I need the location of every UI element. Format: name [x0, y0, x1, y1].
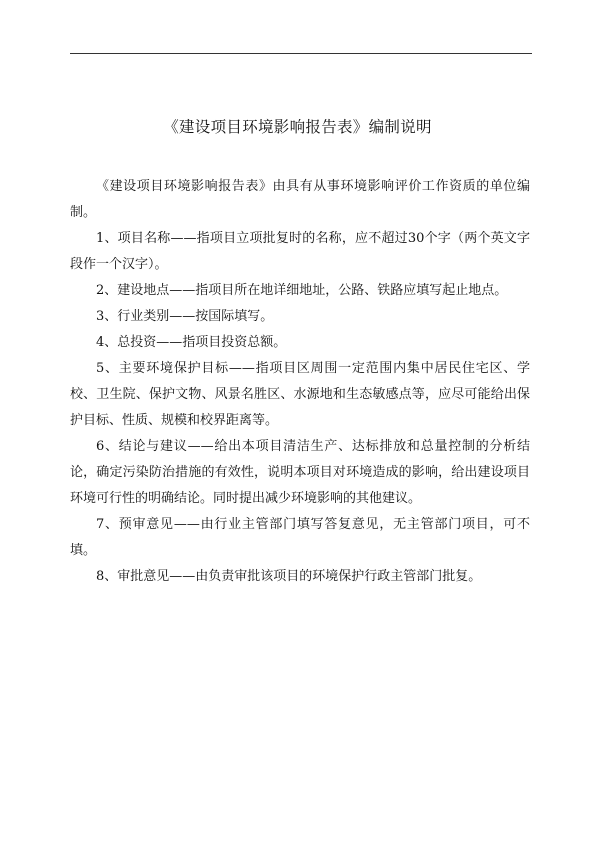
item-project-name: 1、项目名称——指项目立项批复时的名称，应不超过30个字（两个英文字段作一个汉字）。 [70, 231, 530, 272]
item-approval-opinion: 8、审批意见——由负责审批该项目的环境保护行政主管部门批复。 [96, 569, 482, 584]
item-industry-category: 3、行业类别——按国际填写。 [96, 309, 274, 324]
item-total-investment: 4、总投资——指项目投资总额。 [96, 335, 287, 350]
document-body [70, 174, 530, 590]
item-pre-review-opinion: 7、预审意见——由行业主管部门填写答复意见，无主管部门项目，可不填。 [70, 517, 530, 558]
item-conclusions: 6、结论与建议——给出本项目清洁生产、达标排放和总量控制的分析结论，确定污染防治措施的有效性，说明本项目对环境造成的影响，给出建设项目环境可行性的明确结论。同时提出减少环境影响的其他建议。 [70, 439, 530, 506]
document-title: 《建设项目环境影响报告表》编制说明 [163, 118, 432, 136]
intro-paragraph: 《建设项目环境影响报告表》由具有从事环境影响评价工作资质的单位编制。 [70, 179, 530, 220]
header-rule [70, 53, 532, 54]
item-construction-site: 2、建设地点——指项目所在地详细地址，公路、铁路应填写起止地点。 [96, 283, 508, 298]
item-protection-targets: 5、主要环境保护目标——指项目区周围一定范围内集中居民住宅区、学校、卫生院、保护文物、风景名胜区、水源地和生态敏感点等，应尽可能给出保护目标、性质、规模和校界距离等。 [70, 361, 530, 428]
